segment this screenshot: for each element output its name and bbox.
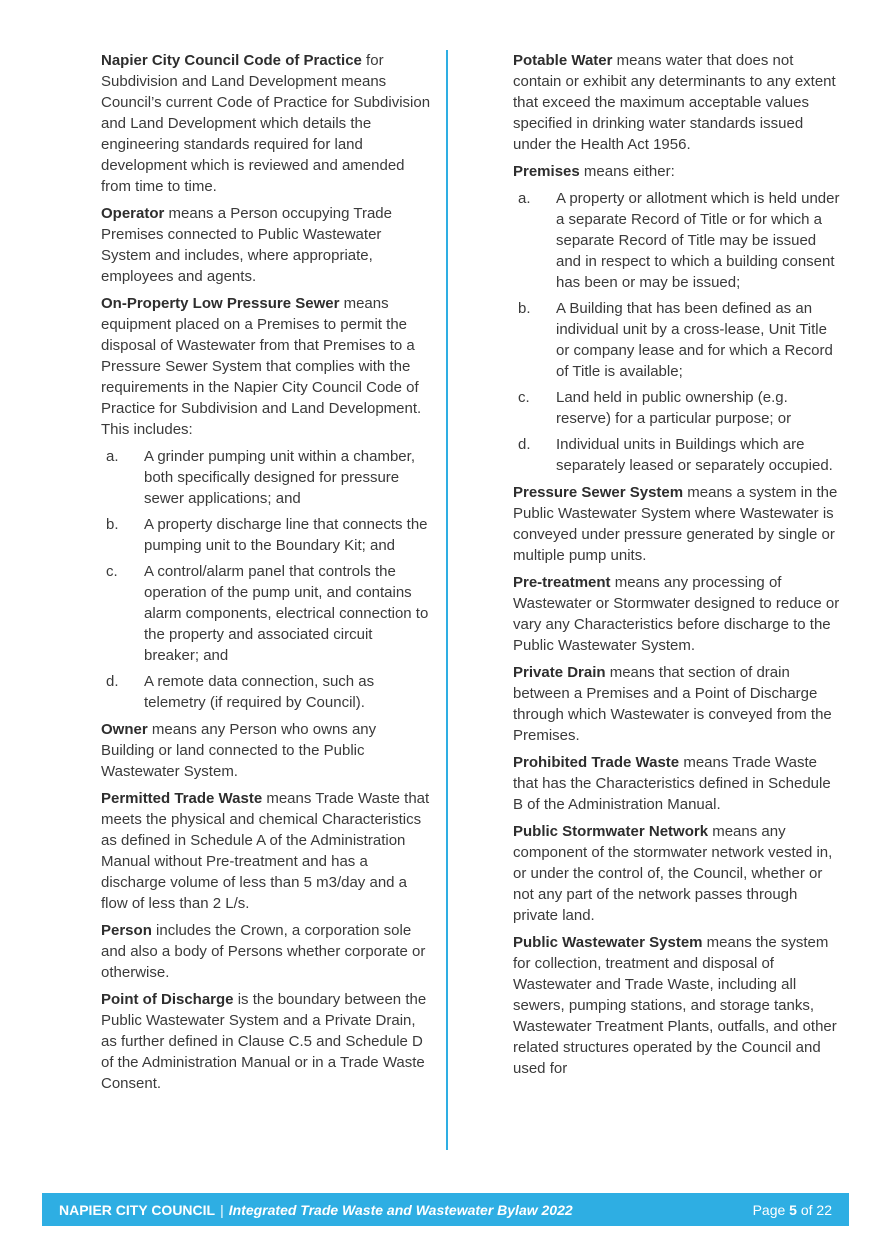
definition-text: includes the Crown, a corporation sole and also a body of Persons whether corporate or otherwise. (101, 922, 426, 981)
list-item-text: A Building that has been defined as an individual unit by a cross-lease, Unit Title or company lease and for which a Record of Title is available; (556, 300, 833, 380)
definition-paragraph (101, 788, 431, 914)
list-item (513, 298, 843, 382)
definition-text: means water that does not contain or exhibit any determinants to any extent that exceed the maximum acceptable values specified in drinking water standards issued under the Health Act 1956. (513, 52, 836, 153)
left-column (101, 50, 431, 1100)
definition-term: Permitted Trade Waste (101, 790, 263, 807)
list-item-letter: d. (106, 673, 119, 690)
definition-paragraph (513, 482, 843, 566)
definition-text: means either: (579, 163, 675, 180)
footer-page-number: 5 (789, 1201, 797, 1218)
definition-paragraph (513, 662, 843, 746)
definition-text: is the boundary between the Public Wastewater System and a Private Drain, as further defined in Clause C.5 and Schedule D of the Administration Manual or in a Trade Waste Consent. (101, 991, 427, 1092)
definition-text: means a system in the Public Wastewater System where Wastewater is conveyed under pressure generated by single or multiple pump units. (513, 484, 838, 564)
list-item-text: Individual units in Buildings which are separately leased or separately occupied. (556, 436, 833, 474)
list-item (101, 446, 431, 509)
definition-term: Person (101, 922, 152, 939)
definition-paragraph (513, 932, 843, 1079)
definition-term: Public Wastewater System (513, 934, 703, 951)
footer-page-indicator (753, 1202, 832, 1218)
page-footer (42, 1193, 849, 1226)
definition-term: Prohibited Trade Waste (513, 754, 680, 771)
definition-list (101, 446, 431, 713)
footer-document-title: Integrated Trade Waste and Wastewater Bylaw 2022 (228, 1201, 573, 1218)
list-item-letter: a. (106, 448, 119, 465)
definition-term: Private Drain (513, 664, 606, 681)
list-item-letter: b. (106, 516, 119, 533)
list-item-text: A grinder pumping unit within a chamber, both specifically designed for pressure sewer applications; and (144, 448, 415, 507)
definition-paragraph (101, 203, 431, 287)
definition-text: means Trade Waste that has the Characteristics defined in Schedule B of the Administration Manual. (513, 754, 831, 813)
list-item-letter: d. (518, 436, 531, 453)
list-item (513, 434, 843, 476)
definition-paragraph (101, 920, 431, 983)
definition-list (513, 188, 843, 476)
list-item-text: A remote data connection, such as telemetry (if required by Council). (144, 673, 375, 711)
list-item-text: A property discharge line that connects the pumping unit to the Boundary Kit; and (144, 516, 428, 554)
definition-term: Pressure Sewer System (513, 484, 684, 501)
definition-text: means equipment placed on a Premises to permit the disposal of Wastewater from that Premises to a Pressure Sewer System that complies with the requirements in the Napier City Council Code of Practice for Subdivision and Land Development. This includes: (101, 295, 422, 438)
list-item-text: A control/alarm panel that controls the operation of the pump unit, and contains alarm components, electrical connection to the property and associated circuit breaker; and (144, 563, 429, 664)
definition-text: means that section of drain between a Premises and a Point of Discharge through which Wastewater is conveyed from the Premises. (513, 664, 832, 744)
list-item (101, 561, 431, 666)
definition-paragraph (513, 50, 843, 155)
footer-separator: | (220, 1201, 224, 1218)
definition-text: means any component of the stormwater network vested in, or under the control of, the Council, whether or not any part of the network passes through private land. (513, 823, 833, 924)
list-item-text: A property or allotment which is held under a separate Record of Title or for which a separate Record of Title may be issued and in respect to which a building consent has been or may be issued; (556, 190, 840, 291)
definition-term: Public Stormwater Network (513, 823, 709, 840)
definition-term: On-Property Low Pressure Sewer (101, 295, 340, 312)
definition-paragraph (513, 821, 843, 926)
list-item (101, 671, 431, 713)
footer-left (59, 1202, 573, 1218)
definition-paragraph (513, 572, 843, 656)
list-item-letter: c. (106, 563, 118, 580)
definition-paragraph (101, 50, 431, 197)
definition-term: Pre-treatment (513, 574, 611, 591)
list-item (101, 514, 431, 556)
definition-term: Napier City Council Code of Practice (101, 52, 362, 69)
definition-term: Premises (513, 163, 580, 180)
definition-paragraph (513, 752, 843, 815)
column-divider (446, 50, 448, 1150)
footer-page-suffix: of 22 (796, 1201, 832, 1218)
right-column (513, 50, 843, 1085)
definition-text: means any processing of Wastewater or Stormwater designed to reduce or vary any Characteristics before discharge to the Public Wastewater System. (513, 574, 840, 654)
list-item (513, 188, 843, 293)
definition-text: means Trade Waste that meets the physical and chemical Characteristics as defined in Schedule A of the Administration Manual without Pre-treatment and has a discharge volume of less than 5 m3/day and a flow of less than 2 L/s. (101, 790, 430, 912)
definition-term: Owner (101, 721, 148, 738)
definition-text: means the system for collection, treatment and disposal of Wastewater and Trade Waste, including all sewers, pumping stations, and storage tanks, Wastewater Treatment Plants, outfalls, and other related structures operated by the Council and used for (513, 934, 837, 1077)
definition-term: Point of Discharge (101, 991, 234, 1008)
list-item-letter: a. (518, 190, 531, 207)
definition-term: Operator (101, 205, 165, 222)
definition-paragraph (101, 293, 431, 440)
definition-paragraph (101, 719, 431, 782)
definition-text: means any Person who owns any Building or land connected to the Public Wastewater System. (101, 721, 377, 780)
list-item (513, 387, 843, 429)
list-item-letter: c. (518, 389, 530, 406)
footer-organisation: NAPIER CITY COUNCIL (59, 1201, 216, 1218)
footer-page-prefix: Page (752, 1201, 790, 1218)
list-item-text: Land held in public ownership (e.g. reserve) for a particular purpose; or (556, 389, 792, 427)
definition-text: means a Person occupying Trade Premises connected to Public Wastewater System and includes, where appropriate, employees and agents. (101, 205, 392, 285)
definition-paragraph (101, 989, 431, 1094)
definition-term: Potable Water (513, 52, 613, 69)
definition-text: for Subdivision and Land Development means Council’s current Code of Practice for Subdivision and Land Development which details the engineering standards required for land development which is reviewed and amended from time to time. (101, 52, 431, 195)
definition-paragraph (513, 161, 843, 182)
list-item-letter: b. (518, 300, 531, 317)
